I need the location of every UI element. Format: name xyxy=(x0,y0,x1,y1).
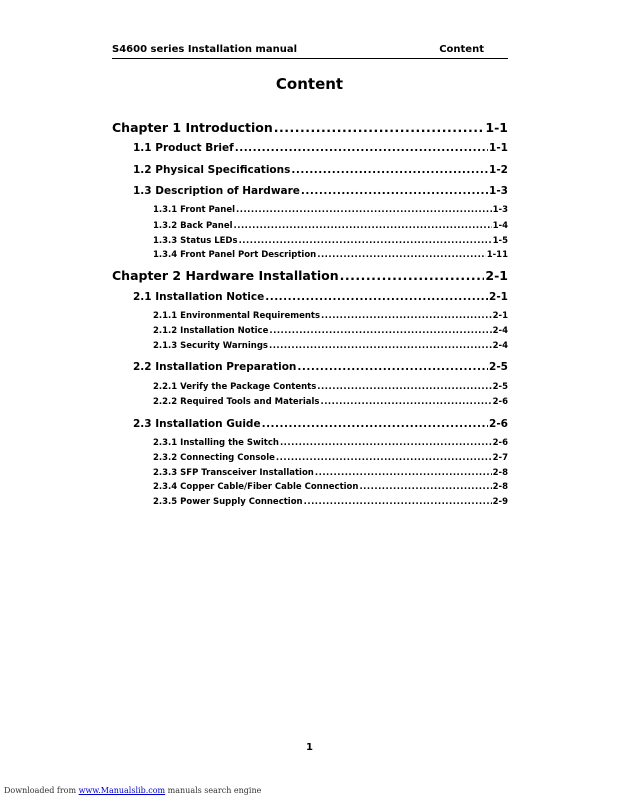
toc-leader-dots xyxy=(315,468,492,478)
toc-entry[interactable] xyxy=(153,236,508,248)
toc-leader-dots xyxy=(269,341,492,351)
toc-entry[interactable] xyxy=(153,468,508,480)
toc-entry-title: 2.1.1 Environmental Requirements xyxy=(153,311,321,321)
toc-entry-page: 1-1 xyxy=(485,120,508,135)
toc-entry-page: 1-11 xyxy=(486,250,508,260)
toc-entry-page: 1-1 xyxy=(489,142,508,154)
toc-entry-page: 2-1 xyxy=(489,291,508,303)
toc-entry[interactable] xyxy=(133,142,508,157)
toc-leader-dots xyxy=(269,326,491,336)
toc-leader-dots xyxy=(235,142,488,154)
toc-entry[interactable] xyxy=(153,205,508,217)
toc-leader-dots xyxy=(291,164,488,176)
toc-entry[interactable] xyxy=(153,497,508,509)
header-section-name: Content xyxy=(439,44,484,55)
header-document-title: S4600 series Installation manual xyxy=(112,44,298,55)
toc-entry-page: 2-9 xyxy=(492,497,508,507)
toc-entry-page: 2-6 xyxy=(492,438,508,448)
toc-leader-dots xyxy=(262,418,488,430)
toc-leader-dots xyxy=(239,236,492,246)
toc-entry[interactable] xyxy=(153,311,508,323)
toc-entry[interactable] xyxy=(133,291,508,306)
toc-leader-dots xyxy=(359,482,491,492)
toc-entry-title: 2.3.1 Installing the Switch xyxy=(153,438,279,448)
toc-entry-page: 2-4 xyxy=(492,341,508,351)
toc-entry-page: 2-8 xyxy=(492,482,508,492)
toc-leader-dots xyxy=(280,438,492,448)
toc-entry-title: 2.3 Installation Guide xyxy=(133,418,261,430)
toc-entry[interactable] xyxy=(153,438,508,450)
toc-leader-dots xyxy=(301,185,488,197)
toc-entry[interactable] xyxy=(153,482,508,494)
toc-leader-dots xyxy=(317,382,491,392)
toc-leader-dots xyxy=(321,311,492,321)
toc-entry-page: 1-3 xyxy=(489,185,508,197)
toc-entry-title: 2.1.2 Installation Notice xyxy=(153,326,269,336)
toc-entry-title: 2.1.3 Security Warnings xyxy=(153,341,268,351)
toc-entry[interactable] xyxy=(153,453,508,465)
toc-entry-title: 2.2.2 Required Tools and Materials xyxy=(153,397,320,407)
toc-entry-title: 2.3.2 Connecting Console xyxy=(153,453,275,463)
footer-link[interactable]: www.Manualslib.com xyxy=(78,786,166,795)
toc-leader-dots xyxy=(340,268,485,283)
toc-entry-title: 2.3.5 Power Supply Connection xyxy=(153,497,303,507)
toc-entry-title: 1.1 Product Brief xyxy=(133,142,234,154)
toc-entry[interactable] xyxy=(133,418,508,433)
toc-leader-dots xyxy=(236,205,492,215)
toc-entry[interactable] xyxy=(112,120,508,138)
toc-entry-page: 2-7 xyxy=(492,453,508,463)
toc-entry[interactable] xyxy=(133,164,508,179)
toc-entry-title: Chapter 1 Introduction xyxy=(112,120,273,135)
toc-leader-dots xyxy=(234,221,492,231)
toc-entry-title: 2.1 Installation Notice xyxy=(133,291,265,303)
toc-entry-page: 2-5 xyxy=(492,382,508,392)
toc-entry-title: 2.3.3 SFP Transceiver Installation xyxy=(153,468,314,478)
toc-entry[interactable] xyxy=(153,250,508,262)
toc-entry-title: 2.2 Installation Preparation xyxy=(133,361,297,373)
toc-leader-dots xyxy=(317,250,486,260)
toc-entry-page: 2-6 xyxy=(489,418,508,430)
toc-entry[interactable] xyxy=(153,326,508,338)
toc-entry-title: 2.3.4 Copper Cable/Fiber Cable Connection xyxy=(153,482,359,492)
toc-entry-page: 2-8 xyxy=(492,468,508,478)
toc-leader-dots xyxy=(297,361,488,373)
page-number: 1 xyxy=(306,742,313,753)
toc-entry-page: 1-5 xyxy=(492,236,508,246)
toc-entry-page: 1-2 xyxy=(489,164,508,176)
page-title: Content xyxy=(275,75,344,93)
toc-leader-dots xyxy=(265,291,488,303)
toc-entry-title: 1.3.4 Front Panel Port Description xyxy=(153,250,317,260)
toc-leader-dots xyxy=(276,453,492,463)
toc-entry-title: 1.3.2 Back Panel xyxy=(153,221,233,231)
toc-leader-dots xyxy=(304,497,492,507)
toc-leader-dots xyxy=(274,120,485,135)
toc-entry-title: 2.2.1 Verify the Package Contents xyxy=(153,382,317,392)
toc-entry-page: 2-4 xyxy=(492,326,508,336)
toc-entry-title: Chapter 2 Hardware Installation xyxy=(112,268,339,283)
toc-entry[interactable] xyxy=(153,221,508,233)
toc-entry[interactable] xyxy=(133,361,508,376)
toc-entry-title: 1.3.3 Status LEDs xyxy=(153,236,238,246)
toc-entry-title: 1.3 Description of Hardware xyxy=(133,185,300,197)
toc-entry-page: 2-1 xyxy=(485,268,508,283)
toc-entry-page: 1-4 xyxy=(492,221,508,231)
toc-entry-title: 1.3.1 Front Panel xyxy=(153,205,235,215)
toc-leader-dots xyxy=(320,397,491,407)
toc-entry-page: 1-3 xyxy=(492,205,508,215)
toc-entry-page: 2-1 xyxy=(492,311,508,321)
download-footer xyxy=(4,786,261,795)
toc-entry-page: 2-6 xyxy=(492,397,508,407)
toc-entry-page: 2-5 xyxy=(489,361,508,373)
toc-entry[interactable] xyxy=(153,397,508,409)
footer-suffix: manuals search engine xyxy=(165,786,262,795)
toc-entry[interactable] xyxy=(153,382,508,394)
footer-prefix: Downloaded from xyxy=(4,786,79,795)
toc-entry-title: 1.2 Physical Specifications xyxy=(133,164,291,176)
toc-entry[interactable] xyxy=(153,341,508,353)
toc-entry[interactable] xyxy=(133,185,508,200)
toc-entry[interactable] xyxy=(112,268,508,286)
